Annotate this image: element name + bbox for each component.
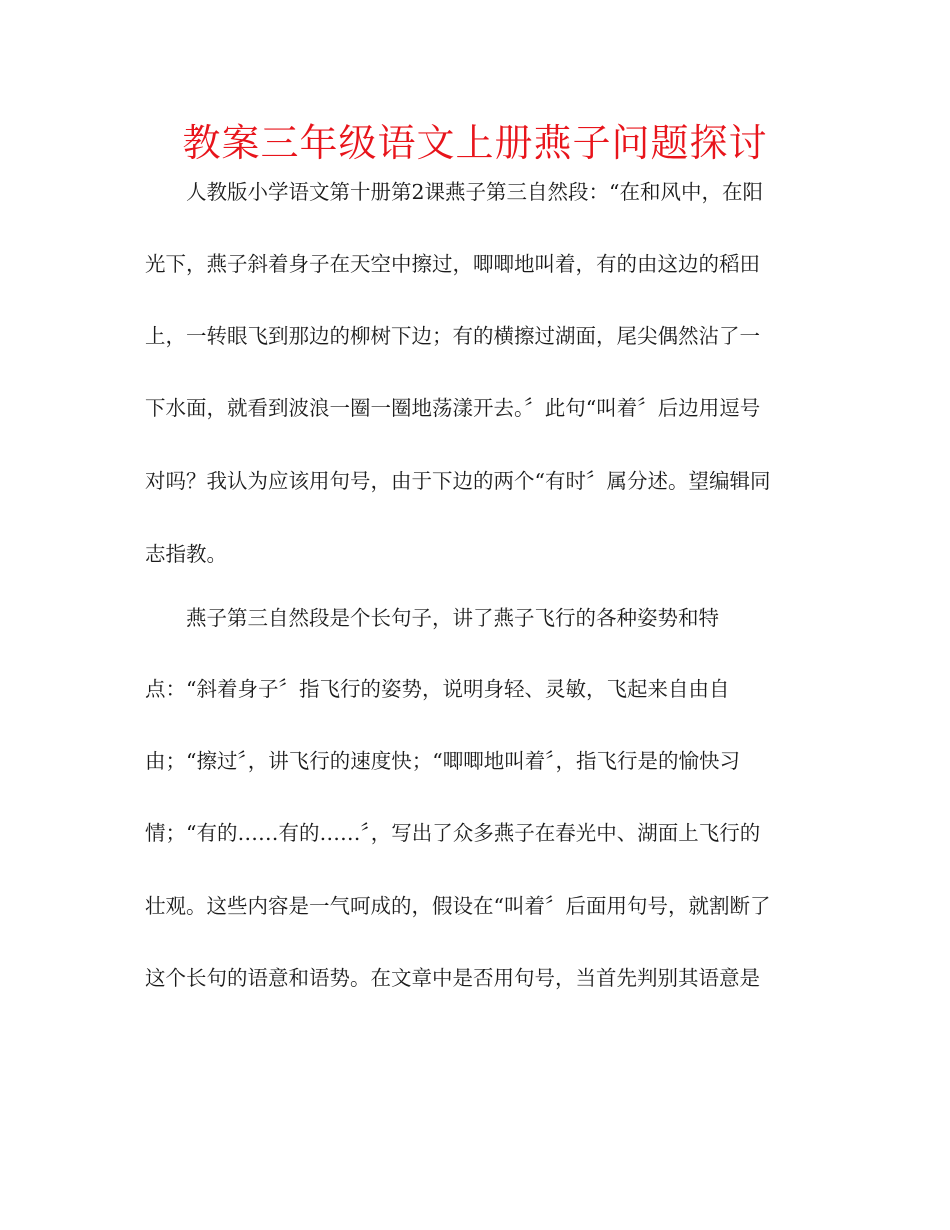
text-line: 上，一转眼飞到那边的柳树下边；有的横擦过湖面，尾尖偶然沾了一	[145, 324, 760, 348]
text-line: 志指教。	[145, 542, 227, 566]
text-line: 情；“有的……有的……〞，写出了众多燕子在春光中、湖面上飞行的	[145, 821, 761, 845]
text-line: 对吗？我认为应该用句号，由于下边的两个“有时〞属分述。望编辑同	[145, 469, 771, 493]
text-line: 这个长句的语意和语势。在文章中是否用句号，当首先判别其语意是	[145, 966, 760, 990]
text-line: 壮观。这些内容是一气呵成的，假设在“叫着〞后面用句号，就割断了	[145, 894, 771, 918]
text-line: 燕子第三自然段是个长句子，讲了燕子飞行的各种姿势和特	[186, 606, 719, 630]
text-line: 点：“斜着身子〞指飞行的姿势，说明身轻、灵敏，飞起来自由自	[145, 677, 730, 701]
document-title: 教案三年级语文上册燕子问题探讨	[182, 121, 768, 165]
text-line: 下水面，就看到波浪一圈一圈地荡漾开去。〞此句“叫着〞后边用逗号	[145, 396, 761, 420]
text-line: 光下，燕子斜着身子在天空中擦过，唧唧地叫着，有的由这边的稻田	[145, 252, 760, 276]
text-line: 人教版小学语文第十册第2课燕子第三自然段：“在和风中，在阳	[186, 180, 764, 204]
text-line: 由；“擦过〞，讲飞行的速度快；“唧唧地叫着〞，指飞行是的愉快习	[145, 749, 740, 773]
